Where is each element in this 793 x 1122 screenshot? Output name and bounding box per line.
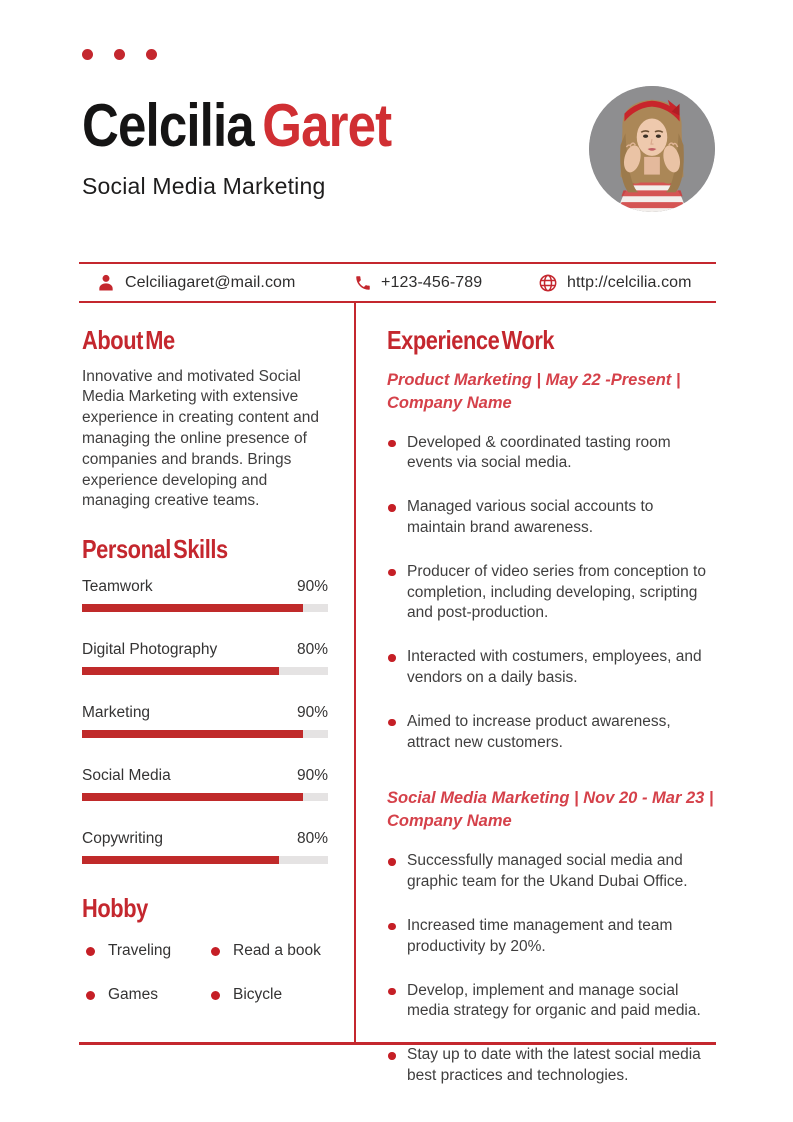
skill-label: Digital Photography: [82, 640, 218, 658]
skill-percent: 90%: [296, 703, 328, 721]
bullet-dot-icon: [211, 991, 220, 1000]
portrait-illustration: [589, 86, 715, 212]
skills-list: [82, 578, 328, 864]
skill-progress-track: [82, 667, 328, 675]
role-subtitle: Social Media Marketing: [82, 173, 326, 199]
skill-row-header: [82, 830, 328, 848]
about-text: Innovative and motivated Social Media Marketing with extensive experience in creating content and managing the online presence of companies and brands. Brings experience developing and managing creative teams.: [82, 367, 319, 510]
job-heading: Social Media Marketing | Nov 20 - Mar 23 | Company Name: [387, 789, 714, 831]
job-bullet: Interacted with costumers, employees, and vendors on a daily basis.: [387, 647, 714, 689]
hobby-label: Read a book: [233, 942, 321, 960]
skill-row: [82, 767, 328, 801]
skill-progress-fill: [82, 856, 279, 864]
skill-progress-fill: [82, 793, 303, 801]
job-heading: Product Marketing | May 22 -Present | Company Name: [387, 370, 681, 412]
skill-label: Social Media: [82, 766, 171, 784]
bullet-dot-icon: [86, 947, 95, 956]
job-bullet: Successfully managed social media and graphic team for the Ukand Dubai Office.: [387, 851, 714, 893]
skill-row: [82, 578, 328, 612]
skill-progress-fill: [82, 604, 303, 612]
experience-heading: Experience Work: [387, 325, 555, 355]
job-bullet: Develop, implement and manage social media strategy for organic and paid media.: [387, 981, 714, 1023]
hobby-item: [207, 942, 328, 960]
skill-progress-fill: [82, 667, 279, 675]
hobby-label: Games: [108, 986, 158, 1004]
person-icon: [96, 273, 116, 293]
page-title: [82, 94, 391, 157]
skills-heading: Personal Skills: [82, 534, 228, 565]
job-bullet: Stay up to date with the latest social media best practices and technologies.: [387, 1045, 714, 1087]
hobby-label: Traveling: [108, 942, 172, 960]
skill-percent: 90%: [296, 766, 328, 784]
header: [82, 94, 446, 200]
job-bullet-list: [387, 433, 714, 754]
about-heading: About Me: [82, 325, 175, 355]
experience-jobs: [387, 369, 714, 1087]
skill-percent: 80%: [296, 829, 328, 847]
job-bullet: Increased time management and team productivity by 20%.: [387, 916, 714, 958]
hobby-heading: Hobby: [82, 892, 148, 923]
job-bullet: Aimed to increase product awareness, attract new customers.: [387, 712, 714, 754]
bullet-dot-icon: [86, 991, 95, 1000]
globe-icon: [538, 273, 558, 293]
skill-progress-track: [82, 604, 328, 612]
left-column: [82, 301, 328, 1004]
decor-dot: [82, 49, 93, 60]
skill-percent: 80%: [296, 640, 328, 658]
decor-dots: [82, 49, 157, 60]
skill-progress-track: [82, 793, 328, 801]
contact-website[interactable]: [538, 264, 692, 301]
hobby-label: Bicycle: [233, 986, 283, 1004]
skill-progress-track: [82, 856, 328, 864]
bullet-dot-icon: [211, 947, 220, 956]
decor-dot: [146, 49, 157, 60]
hobby-item: [207, 986, 328, 1004]
decor-dot: [114, 49, 125, 60]
skill-progress-fill: [82, 730, 303, 738]
skill-row-header: [82, 578, 328, 596]
first-name: Celcilia: [82, 92, 254, 159]
skill-row-header: [82, 767, 328, 785]
hobby-list: [82, 942, 328, 1004]
skill-row-header: [82, 704, 328, 722]
skill-label: Teamwork: [82, 577, 153, 595]
profile-photo: [589, 86, 715, 212]
job-entry: [387, 369, 714, 754]
hobby-item: [82, 942, 207, 960]
skill-row: [82, 641, 328, 675]
phone-icon: [354, 274, 372, 292]
job-bullet: Managed various social accounts to maintain brand awareness.: [387, 497, 714, 539]
skill-percent: 90%: [296, 577, 328, 595]
skill-label: Copywriting: [82, 829, 163, 847]
skill-progress-track: [82, 730, 328, 738]
contact-phone[interactable]: [354, 264, 482, 301]
job-entry: [387, 787, 714, 1086]
contact-email[interactable]: [96, 264, 296, 301]
job-bullet: Developed & coordinated tasting room events via social media.: [387, 433, 714, 475]
website-text: http://celcilia.com: [567, 273, 692, 291]
job-bullet: Producer of video series from conception to completion, including developing, scripting and post-production.: [387, 562, 714, 624]
contact-bar: [79, 262, 716, 303]
column-divider: [354, 303, 356, 1042]
right-column: [387, 301, 714, 1110]
last-name: Garet: [262, 92, 392, 159]
phone-text: +123-456-789: [381, 273, 483, 291]
skill-row: [82, 704, 328, 738]
skill-row: [82, 830, 328, 864]
hobby-item: [82, 986, 207, 1004]
job-bullet-list: [387, 851, 714, 1086]
skill-row-header: [82, 641, 328, 659]
email-text: Celciliagaret@mail.com: [125, 273, 296, 291]
skill-label: Marketing: [82, 703, 151, 721]
